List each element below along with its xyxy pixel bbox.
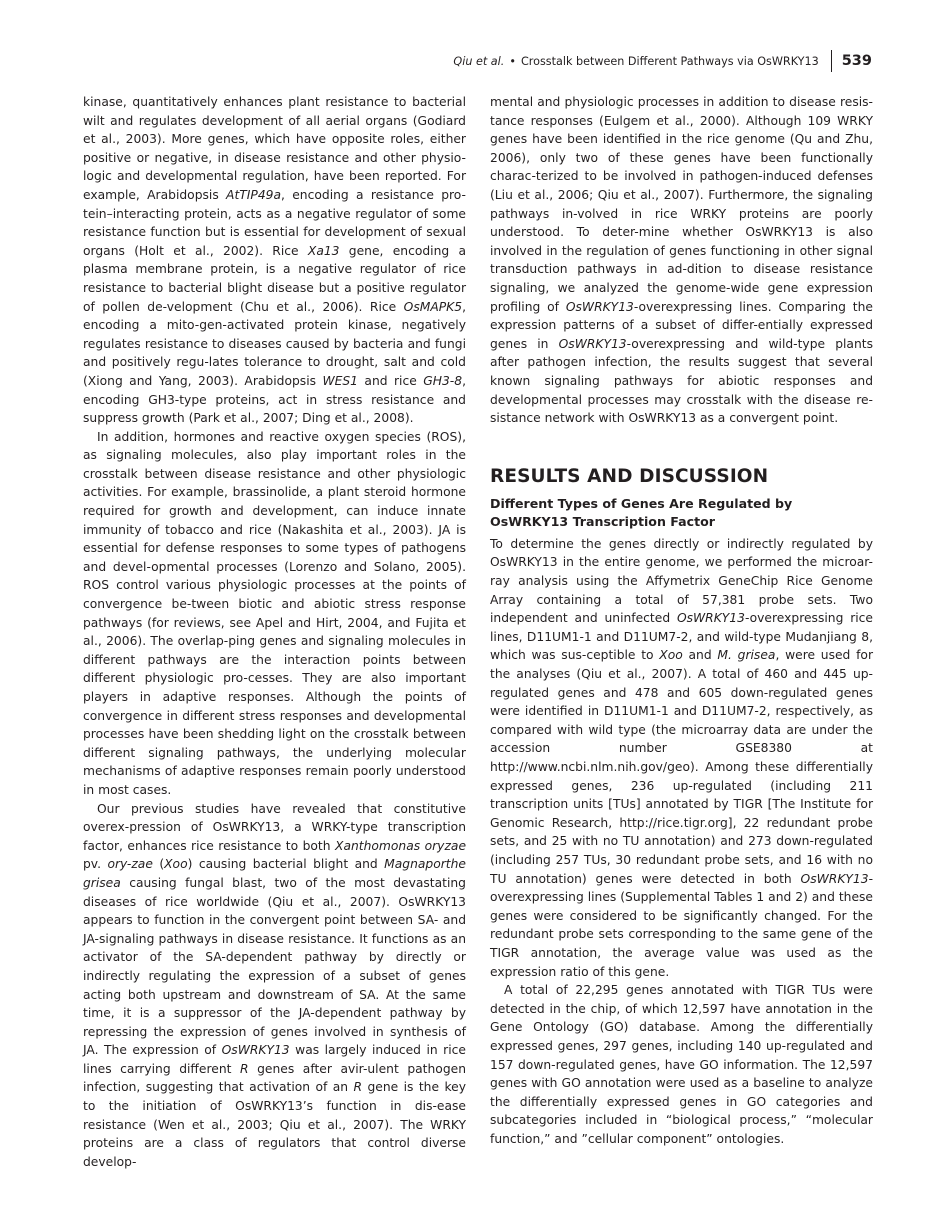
paragraph-left-3: Our previous studies have revealed that constitutive overex-pression of OsWRKY13, a WRKY-type transcription factor, enhances rice resistance to both Xanthomonas oryzae pv. ory-zae (Xoo) causing bacterial blight and Magnaporthe grisea causing fungal blast, two of the most devastating diseases of rice worldwide (Qiu et al., 2007). OsWRKY13 appears to function in the convergent point between SA- and JA-signaling pathways in disease resistance. It functions as an activator of the SA-dependent pathway by directly or indirectly regulating the expression of a subset of genes acting both upstream and downstream of SA. At the same time, it is a suppressor of the JA-dependent pathway by repressing the expression of genes involved in synthesis of JA. The expression of OsWRKY13 was largely induced in rice lines carrying different R genes after avir-ulent pathogen infection, suggesting that activation of an R gene is the key to the initiation of OsWRKY13’s function in dis-ease resistance (Wen et al., 2003; Qiu et al., 2007). The WRKY proteins are a class of regulators that control diverse develop- [83,801,467,1169]
paragraph-left-1: kinase, quantitatively enhances plant resistance to bacterial wilt and regulates development of all aerial organs (Godiard et al., 2003). More genes, which have opposite roles, either positive or negative, in disease resistance and other physio-logic and developmental regulation, have been reported. For example, Arabidopsis AtTIP49a, encoding a resistance pro-tein–interacting protein, acts as a negative regulator of some resistance function but is essential for development of sexual organs (Holt et al., 2002). Rice Xa13 gene, encoding a plasma membrane protein, is a negative regulator of rice resistance to bacterial blight disease but a positive regulator of pollen de-velopment (Chu et al., 2006). Rice OsMAPK5, encoding a mito-gen-activated protein kinase, negatively regulates resistance to diseases caused by bacteria and fungi and positively regu-lates tolerance to drought, salt and cold (Xiong and Yang, 2003). Arabidopsis WES1 and rice GH3-8, encoding GH3-type proteins, act in stress resistance and suppress growth (Park et al., 2007; Ding et al., 2008). [83,95,467,426]
right-column [490,93,873,1148]
paragraph-right-1: mental and physiologic processes in addition to disease resis-tance responses (Eulgem et al., 2000). Although 109 WRKY genes have been identified in the rice genome (Qu and Zhu, 2006), only two of these genes have been functionally charac-terized to be involved in pathogen-induced defenses (Liu et al., 2006; Qiu et al., 2007). Furthermore, the signaling pathways in-volved in rice WRKY proteins are poorly understood. To deter-mine whether OsWRKY13 is also involved in the regulation of genes functioning in other signal transduction pathways in ad-dition to disease resistance signaling, we analyzed the genome-wide gene expression profiling of OsWRKY13-overexpressing lines. Comparing the expression patterns of a subset of differ-entially expressed genes in OsWRKY13-overexpressing and wild-type plants after pathogen infection, the results suggest that several known signaling pathways for abiotic responses and developmental processes may crosstalk with the disease re-sistance network with OsWRKY13 as a convergent point. [490,95,873,426]
paragraph-left-2: In addition, hormones and reactive oxygen species (ROS), as signaling molecules, also play important roles in the crosstalk between disease resistance and other physiologic activities. For example, brassinolide, a plant steroid hormone required for growth and development, can induce innate immunity of tobacco and rice (Nakashita et al., 2003). JA is essential for defense responses to some types of pathogens and devel-opmental processes (Lorenzo and Solano, 2005). ROS control various physiologic processes at the points of convergence be-tween biotic and abiotic stress response pathways (for reviews, see Apel and Hirt, 2004, and Fujita et al., 2006). The overlap-ping genes and signaling molecules in different pathways are the interaction points between different physiologic pro-cesses. They are also important players in adaptive responses. Although the points of convergence in different stress responses and developmental processes have been shedding light on the crosstalk between different signaling pathways, the underlying molecular mechanisms of adaptive responses remain poorly understood in most cases. [83,429,466,797]
section-heading: RESULTS AND DISCUSSION [490,465,769,487]
header-divider [831,50,832,72]
header-bullet: • [509,54,516,68]
paragraph-right-3: A total of 22,295 genes annotated with TIGR TUs were detected in the chip, of which 12,597 have annotation in the Gene Ontology (GO) database. Among the differentially expressed genes, 297 genes, including 140 up-regulated and 157 down-regulated genes, have GO information. The 12,597 genes with GO annotation were used as a baseline to analyze the differentially expressed genes in GO categories and subcategories included in “biological process,” “molecular function,” and ”cellular component” ontologies. [490,983,873,1146]
left-column [83,93,466,1171]
subsection-heading: Different Types of Genes Are Regulated by OsWRKY13 Transcription Factor [490,495,793,530]
header-authors: Qiu et al. [453,54,505,68]
paragraph-right-2: To determine the genes directly or indirectly regulated by OsWRKY13 in the entire genome, we performed the microar-ray analysis using the Affymetrix GeneChip Rice Genome Array containing a total of 57,381 probe sets. Two independent and uninfected OsWRKY13-overexpressing rice lines, D11UM1-1 and D11UM7-2, and wild-type Mudanjiang 8, which was sus-ceptible to Xoo and M. grisea, were used for the analyses (Qiu et al., 2007). A total of 460 and 445 up-regulated genes and 478 and 605 down-regulated genes were identified in D11UM1-1 and D11UM7-2, respectively, as compared with wild type (the microarray data are under the accession number GSE8380 at http://www.ncbi.nlm.nih.gov/geo). Among these differentially expressed genes, 236 up-regulated (including 211 transcription units [TUs] annotated by TIGR [The Institute for Genomic Research, http://rice.tigr.org], 22 redundant probe sets, and 25 with no TU annotation) and 273 down-regulated (including 257 TUs, 30 redundant probe sets, and 16 with no TU annotation) genes were detected in both OsWRKY13-overexpressing lines (Supplemental Tables 1 and 2) and these genes were considered to be significantly changed. For the redundant probe sets corresponding to the same gene of the TIGR annotation, the average value was used as the expression ratio of this gene. [490,536,873,979]
page-number: 539 [841,53,872,69]
running-header [453,50,872,72]
header-running-title: Crosstalk between Different Pathways via OsWRKY13 [520,54,819,68]
